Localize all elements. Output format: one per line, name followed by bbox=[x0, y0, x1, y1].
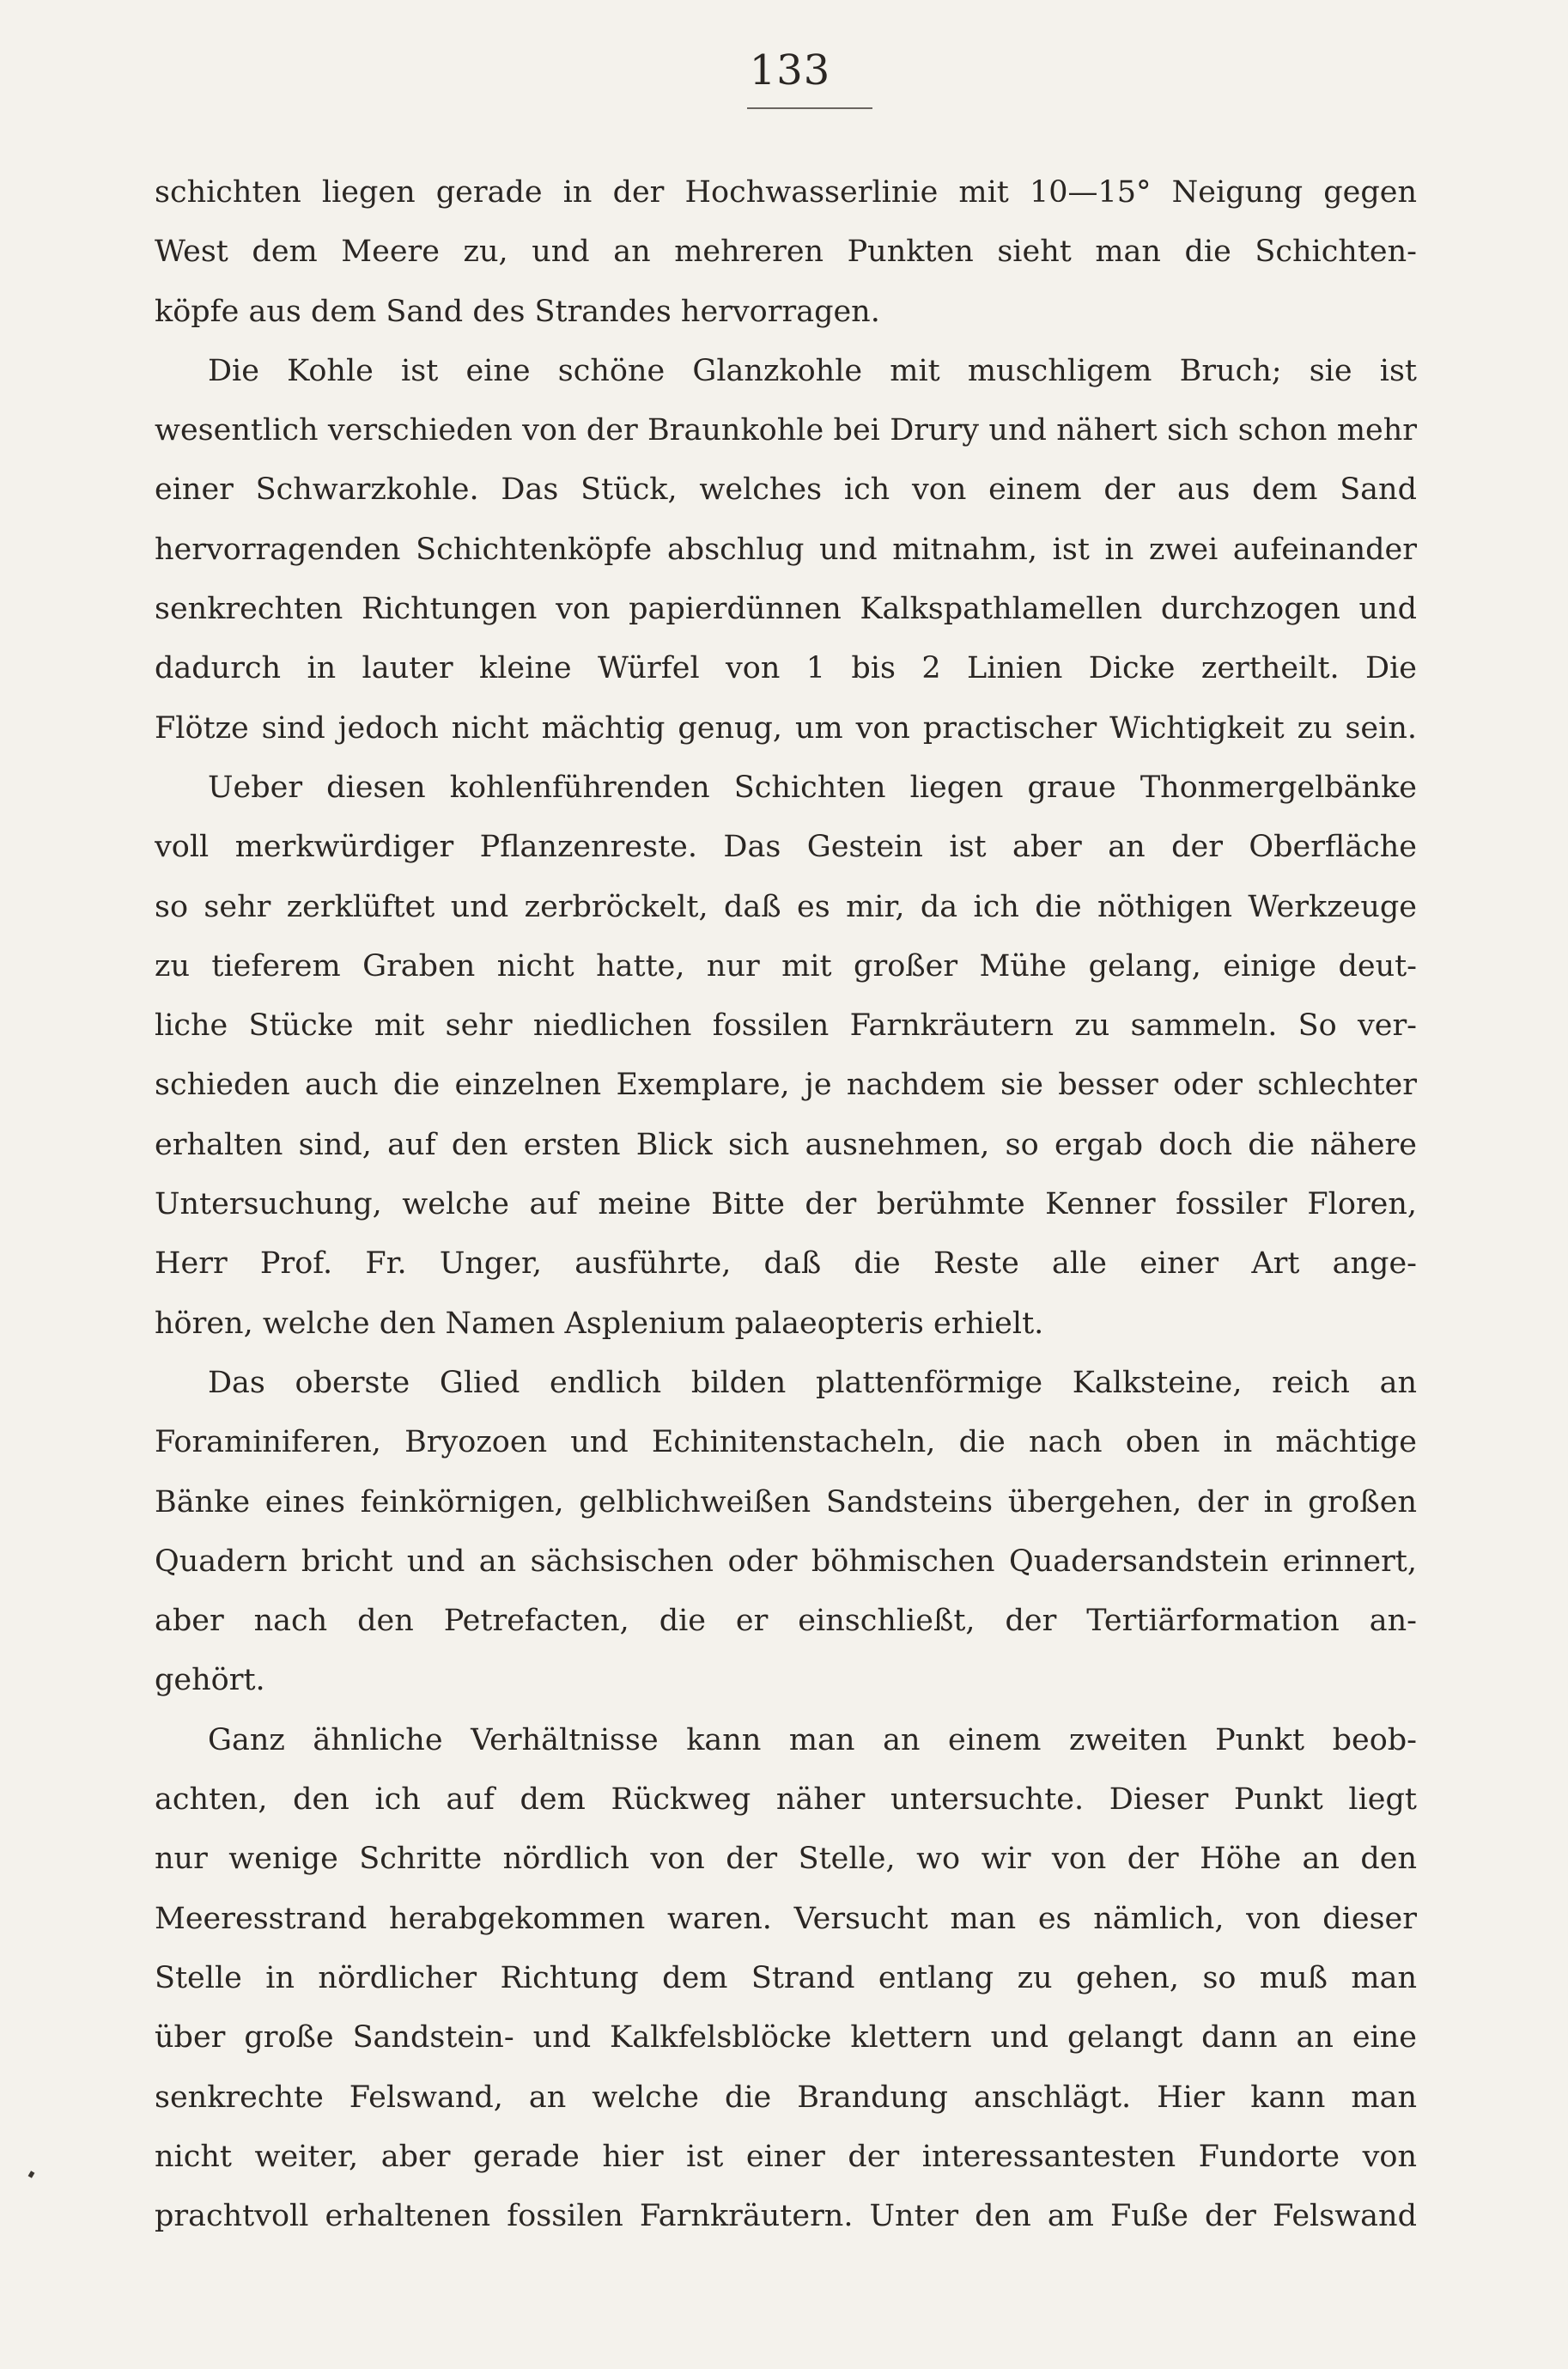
text-line: West dem Meere zu, und an mehreren Punkten sieht man die Schichten- bbox=[155, 234, 1417, 270]
text-line: Meeresstrand herabgekommen waren. Versucht man es nämlich, von dieser bbox=[155, 1901, 1417, 1936]
text-line: Flötze sind jedoch nicht mächtig genug, um von practischer Wichtigkeit zu sein. bbox=[155, 710, 1417, 746]
text-line: Herr Prof. Fr. Unger, ausführte, daß die Reste alle einer Art ange- bbox=[155, 1246, 1417, 1282]
text-line: über große Sandstein- und Kalkfelsblöcke klettern und gelangt dann an eine bbox=[155, 2020, 1417, 2055]
text-line: köpfe aus dem Sand des Strandes hervorragen. bbox=[155, 294, 880, 329]
text-line: erhalten sind, auf den ersten Blick sich ausnehmen, so ergab doch die nähere bbox=[155, 1127, 1417, 1162]
text-line: Stelle in nördlicher Richtung dem Strand entlang zu gehen, so muß man bbox=[155, 1960, 1417, 1995]
text-line: einer Schwarzkohle. Das Stück, welches ich von einem der aus dem Sand bbox=[155, 472, 1417, 508]
text-line: senkrechte Felswand, an welche die Brandung anschlägt. Hier kann man bbox=[155, 2080, 1417, 2115]
text-line: schichten liegen gerade in der Hochwasserlinie mit 10—15° Neigung gegen bbox=[155, 175, 1417, 210]
text-line: zu tieferem Graben nicht hatte, nur mit großer Mühe gelang, einige deut- bbox=[155, 948, 1417, 984]
text-line: voll merkwürdiger Pflanzenreste. Das Gestein ist aber an der Oberfläche bbox=[155, 830, 1417, 865]
text-line: Quadern bricht und an sächsischen oder böhmischen Quadersandstein erinnert, bbox=[155, 1544, 1417, 1579]
body-text bbox=[155, 163, 1417, 2246]
stray-mark bbox=[28, 2171, 35, 2178]
text-line: nicht weiter, aber gerade hier ist einer der interessantesten Fundorte von bbox=[155, 2139, 1417, 2174]
header-rule bbox=[747, 107, 872, 109]
text-line: achten, den ich auf dem Rückweg näher untersuchte. Dieser Punkt liegt bbox=[155, 1782, 1417, 1818]
text-line: Das oberste Glied endlich bilden plattenförmige Kalksteine, reich an bbox=[208, 1365, 1417, 1400]
text-line: hervorragenden Schichtenköpfe abschlug und mitnahm, ist in zwei aufeinander bbox=[155, 532, 1417, 567]
text-line: gehört. bbox=[155, 1663, 265, 1698]
text-line: senkrechten Richtungen von papierdünnen Kalkspathlamellen durchzogen und bbox=[155, 592, 1417, 627]
text-line: dadurch in lauter kleine Würfel von 1 bis 2 Linien Dicke zertheilt. Die bbox=[155, 651, 1417, 686]
text-line: Foraminiferen, Bryozoen und Echinitenstacheln, die nach oben in mächtige bbox=[155, 1425, 1417, 1460]
text-line: schieden auch die einzelnen Exemplare, je nachdem sie besser oder schlechter bbox=[155, 1068, 1417, 1103]
text-line: wesentlich verschieden von der Braunkohle bei Drury und nähert sich schon mehr bbox=[155, 413, 1417, 448]
text-line: prachtvoll erhaltenen fossilen Farnkräutern. Unter den am Fuße der Felswand bbox=[155, 2199, 1417, 2234]
text-line: Bänke eines feinkörnigen, gelblichweißen Sandsteins übergehen, der in großen bbox=[155, 1484, 1417, 1519]
text-line: hören, welche den Namen Asplenium palaeopteris erhielt. bbox=[155, 1306, 1044, 1341]
text-line: Ueber diesen kohlenführenden Schichten liegen graue Thonmergelbänke bbox=[208, 770, 1417, 805]
text-line: Untersuchung, welche auf meine Bitte der berühmte Kenner fossiler Floren, bbox=[155, 1187, 1417, 1222]
text-line: liche Stücke mit sehr niedlichen fossilen Farnkräutern zu sammeln. So ver- bbox=[155, 1008, 1417, 1044]
text-line: Ganz ähnliche Verhältnisse kann man an einem zweiten Punkt beob- bbox=[208, 1722, 1417, 1757]
page-number: 133 bbox=[749, 46, 831, 94]
text-line: so sehr zerklüftet und zerbröckelt, daß es mir, da ich die nöthigen Werkzeuge bbox=[155, 889, 1417, 924]
text-line: nur wenige Schritte nördlich von der Stelle, wo wir von der Höhe an den bbox=[155, 1842, 1417, 1877]
text-line: Die Kohle ist eine schöne Glanzkohle mit muschligem Bruch; sie ist bbox=[208, 353, 1417, 388]
text-line: aber nach den Petrefacten, die er einschließt, der Tertiärformation an- bbox=[155, 1604, 1417, 1639]
